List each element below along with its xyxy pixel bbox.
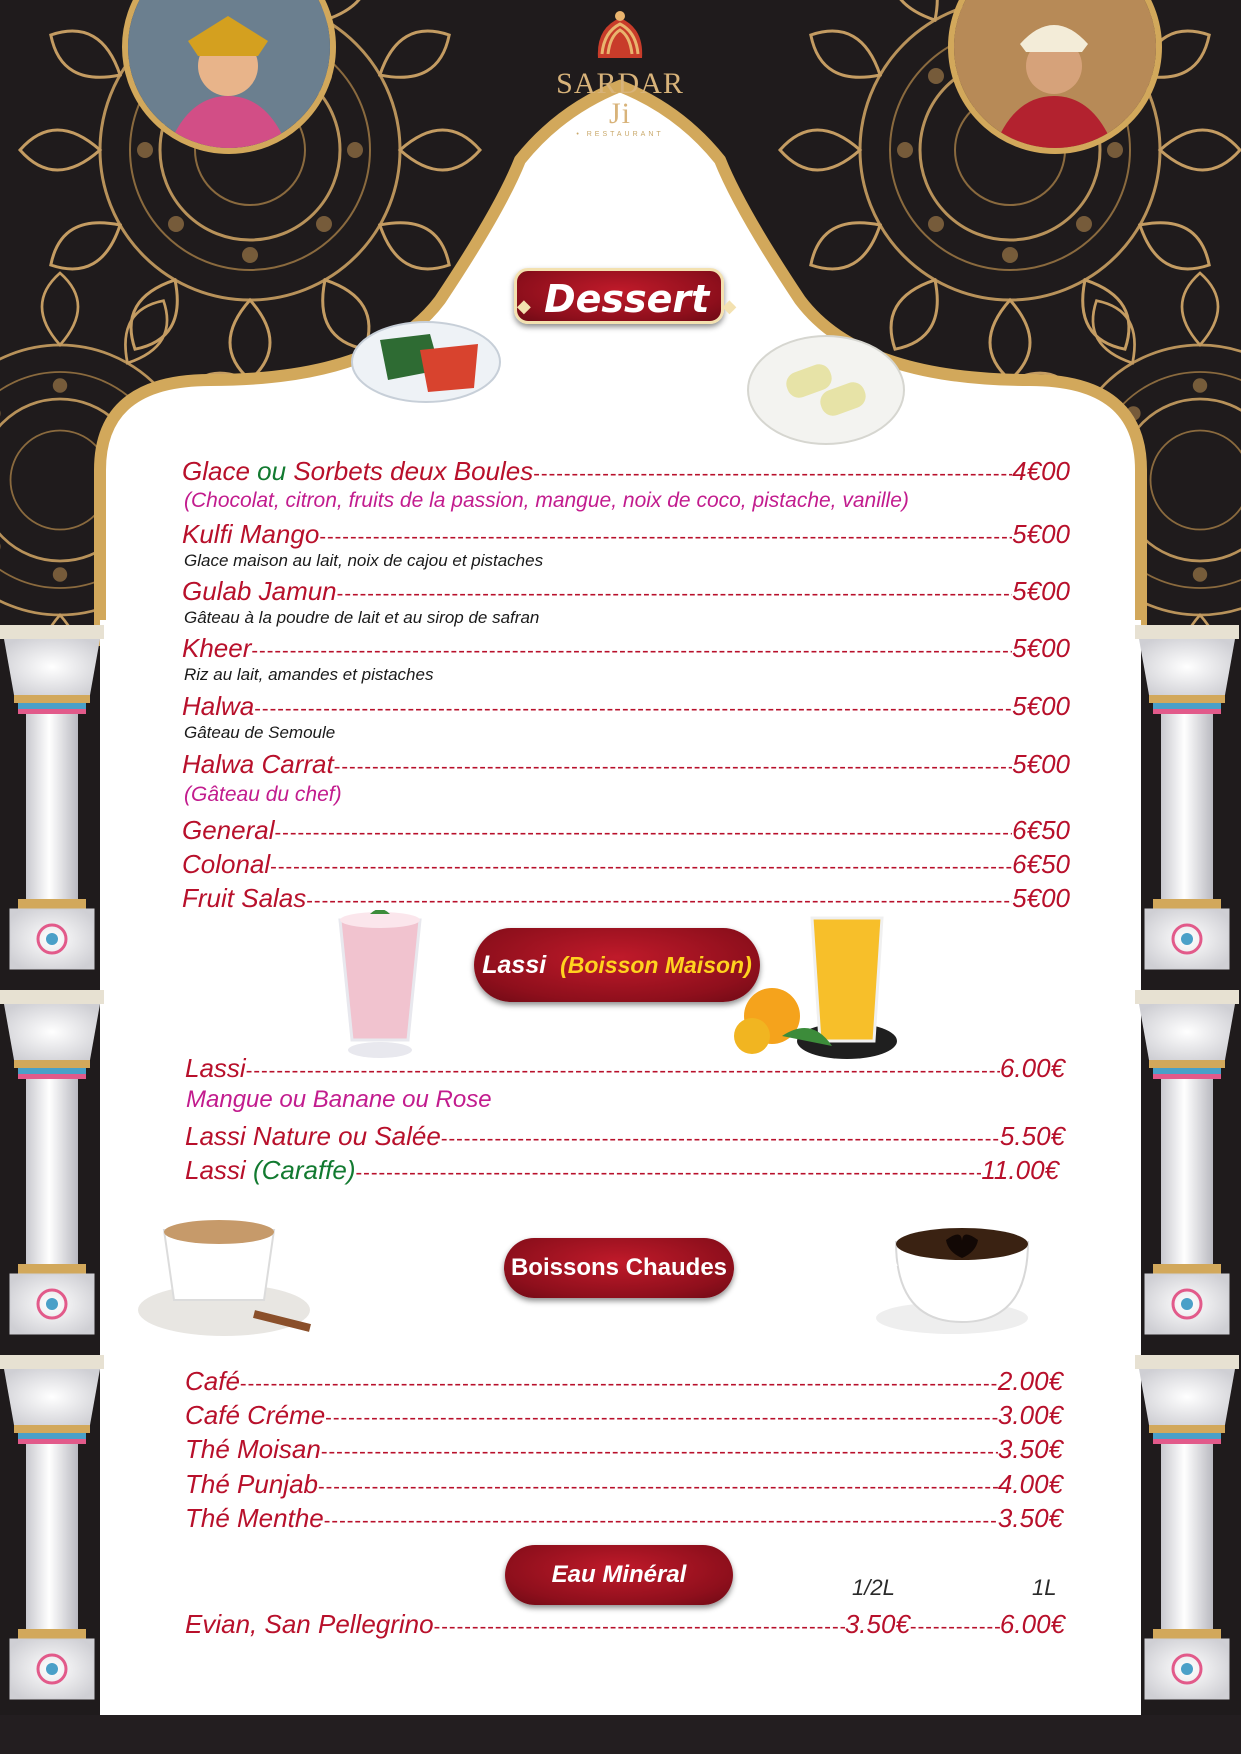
menu-item-the-menthe: Thé Menthe ----- 3.50€: [185, 1502, 1063, 1537]
section-title-dessert: ◆ Dessert ◆: [514, 268, 724, 324]
menu-item-halwa: Halwa ----- 5€00: [182, 690, 1070, 725]
brand-name: SARDAR Ji: [556, 67, 684, 130]
menu-item-price: 5€00: [1012, 691, 1070, 721]
menu-item-general: General ----- 6€50: [182, 814, 1070, 849]
barfi-dessert-image: [350, 310, 502, 406]
size-label-half-liter: 1/2L: [852, 1575, 895, 1600]
menu-item-water: Evian, San Pellegrino ----- 3.50€ ----- 6.00€: [185, 1608, 1065, 1643]
restaurant-logo: [545, 8, 695, 138]
menu-item-price: 4.00€: [997, 1469, 1063, 1499]
menu-item-price: 5€00: [1012, 576, 1070, 606]
menu-item-note: Gâteau à la poudre de lait et au sirop de safran: [184, 608, 540, 627]
menu-item-lassi: Lassi ----- 6.00€: [185, 1052, 1065, 1087]
menu-item-kheer: Kheer ----- 5€00: [182, 632, 1070, 667]
menu-item-price: 5€00: [1012, 519, 1070, 549]
menu-item-price: 3.50€: [997, 1434, 1063, 1464]
tea-cup-image: [134, 1210, 314, 1338]
section-title-water: Eau Minéral: [505, 1545, 733, 1605]
menu-item-price: 2.00€: [997, 1366, 1063, 1396]
kulfi-dessert-image: [746, 328, 906, 446]
menu-item-price: 5€00: [1012, 633, 1070, 663]
section-title-lassi: Lassi (Boisson Maison): [474, 928, 760, 1002]
menu-item-lassi-nature: Lassi Nature ou Salée ----- 5.50€: [185, 1120, 1065, 1155]
menu-item-cafe: Café ----- 2.00€: [185, 1365, 1063, 1400]
coffee-cup-image: [872, 1222, 1038, 1336]
menu-item-halwa-carrat: Halwa Carrat ----- 5€00: [182, 748, 1070, 783]
mango-lassi-image: [732, 906, 902, 1066]
menu-item-price: 6.00€: [999, 1053, 1065, 1083]
menu-item-price: 6€50: [1012, 815, 1070, 845]
menu-item-the-punjab: Thé Punjab ----- 4.00€: [185, 1468, 1063, 1503]
menu-item-note: (Gâteau du chef): [184, 783, 342, 806]
menu-item-note: Glace maison au lait, noix de cajou et pistaches: [184, 551, 544, 570]
elephant-icon: ◆: [517, 296, 531, 317]
menu-item-price: 11.00€: [981, 1155, 1059, 1185]
lassi-note: (Boisson Maison): [560, 952, 752, 978]
menu-item-price-half: 3.50€: [844, 1609, 910, 1639]
menu-item-lassi-caraffe: Lassi (Caraffe) ----- 11.00€: [185, 1154, 1059, 1189]
menu-item-the-moisan: Thé Moisan ----- 3.50€: [185, 1433, 1063, 1468]
rose-lassi-image: [330, 910, 430, 1062]
menu-item-price: 3.50€: [997, 1503, 1063, 1533]
menu-item-cafe-creme: Café Créme ----- 3.00€: [185, 1399, 1063, 1434]
menu-item-price: 5€00: [1012, 749, 1070, 779]
menu-item-note: (Chocolat, citron, fruits de la passion, mangue, noix de coco, pistache, vanille): [184, 489, 909, 512]
menu-item-colonal: Colonal ----- 6€50: [182, 848, 1070, 883]
menu-item-glace: Glace ou Sorbets deux Boules ----- 4€00: [182, 455, 1070, 490]
menu-item-fruit-salas: Fruit Salas ----- 5€00: [182, 882, 1070, 917]
menu-item-price: 5€00: [1012, 883, 1070, 913]
elephant-icon: ◆: [722, 296, 737, 317]
menu-item-gulab-jamun: Gulab Jamun ----- 5€00: [182, 575, 1070, 610]
section-title-hot-drinks: Boissons Chaudes: [504, 1238, 734, 1298]
menu-item-price: 3.00€: [997, 1400, 1063, 1430]
menu-item-note: Mangue ou Banane ou Rose: [186, 1086, 492, 1113]
menu-item-price-full: 6.00€: [999, 1609, 1065, 1639]
menu-item-price: 4€00: [1012, 456, 1070, 486]
menu-item-note: Gâteau de Semoule: [184, 723, 336, 742]
size-label-liter: 1L: [1032, 1575, 1057, 1600]
menu-item-price: 6€50: [1012, 849, 1070, 879]
menu-item-kulfi-mango: Kulfi Mango ----- 5€00: [182, 518, 1070, 553]
turban-logo-icon: [590, 8, 650, 64]
menu-item-note: Riz au lait, amandes et pistaches: [184, 665, 434, 684]
brand-subtitle: • RESTAURANT: [576, 131, 664, 138]
menu-item-price: 5.50€: [999, 1121, 1065, 1151]
